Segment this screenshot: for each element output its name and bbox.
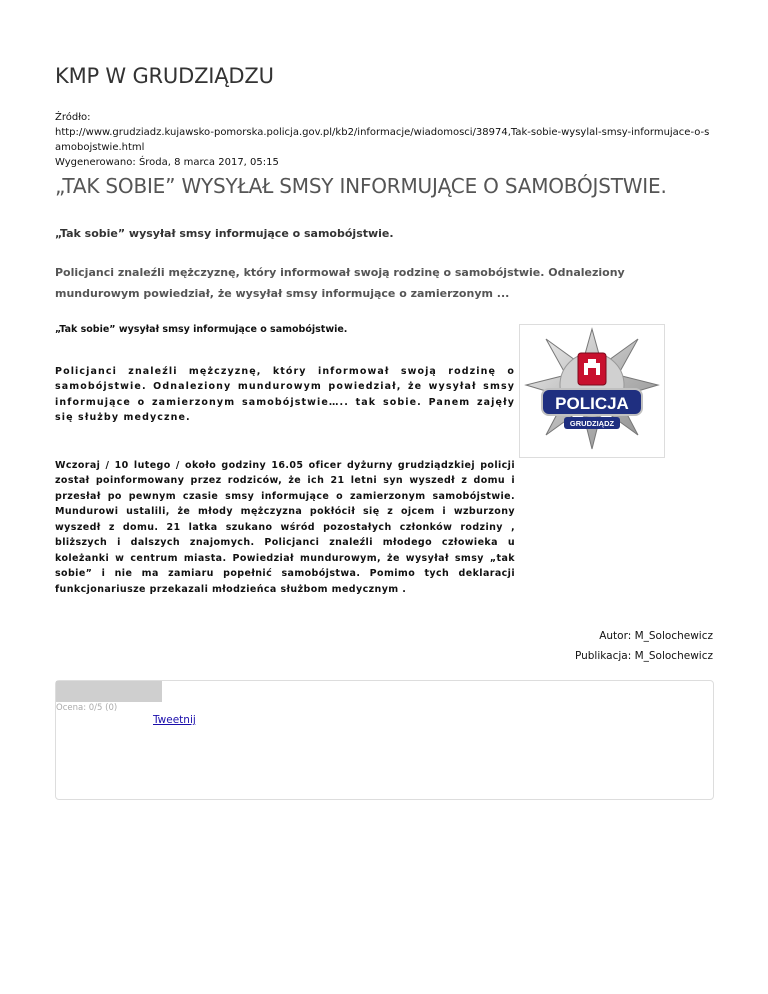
rating-panel bbox=[55, 680, 714, 800]
body-paragraph: Policjanci znaleźli mężczyznę, który informował swoją rodzinę o samobójstwie. Odnaleziony mundurowym powiedział, że wysyłał smsy informujące o zamierzonym samobójstwie….. tak sobie. Panem zajęły się służby medyczne. bbox=[55, 365, 515, 423]
generated-date: Wygenerowano: Środa, 8 marca 2017, 05:15 bbox=[55, 157, 279, 168]
document-meta bbox=[55, 110, 715, 170]
article-body bbox=[55, 322, 515, 597]
article-title: „TAK SOBIE” WYSYŁAŁ SMSY INFORMUJĄCE O SAMOBÓJSTWIE. bbox=[55, 174, 667, 198]
body-heading: „Tak sobie” wysyłał smsy informujące o samobójstwie. bbox=[55, 324, 348, 335]
tweet-link[interactable]: Tweetnij bbox=[153, 714, 196, 726]
article-subtitle: „Tak sobie” wysyłał smsy informujące o samobójstwie. bbox=[55, 227, 394, 240]
site-title: KMP W GRUDZIĄDZU bbox=[55, 64, 274, 88]
rating-text: Ocena: 0/5 (0) bbox=[56, 703, 118, 713]
body-paragraph: Wczoraj / 10 lutego / około godziny 16.05 oficer dyżurny grudziądzkiej policji został poinformowany przez rodziców, że ich 21 letni syn wyszedł z domu i przesłał po pewnym czasie smsy informujące o zamierzonym samobójstwie. Mundurowi ustalili, że młody mężczyzna pokłócił się z ojcem i wzburzony wyszedł z domu. 21 latka szukano wśród pozostałych członków rodziny , bliższych i dalszych znajomych. Policjanci znaleźli młodego człowieka u koleżanki w centrum miasta. Powiedział mundurowym, że wysyłał smsy „tak sobie” i nie ma zamiaru popełnić samobójstwa. Pomimo tych deklaracji funkcjonariusze przekazali młodzieńca służbom medycznym . bbox=[55, 459, 515, 595]
article-lead: Policjanci znaleźli mężczyznę, który informował swoją rodzinę o samobójstwie. Odnaleziony mundurowym powiedział, że wysyłał smsy informujące o zamierzonym ... bbox=[55, 266, 625, 300]
logo-sub-text: GRUDZIĄDZ bbox=[569, 419, 615, 428]
police-logo bbox=[519, 324, 665, 458]
logo-main-text: POLICJA bbox=[555, 394, 629, 413]
source-url: http://www.grudziadz.kujawsko-pomorska.policja.gov.pl/kb2/informacje/wiadomosci/38974,Tak-sobie-wysylal-smsy-informujace-o-samobojstwie.html bbox=[55, 127, 710, 153]
police-star-badge-icon bbox=[520, 325, 664, 457]
rating-bar[interactable] bbox=[56, 681, 162, 702]
source-label: Źródło: bbox=[55, 112, 91, 123]
author: Autor: M_Solochewicz bbox=[599, 630, 713, 642]
author-block bbox=[575, 626, 713, 666]
publication: Publikacja: M_Solochewicz bbox=[574, 650, 713, 662]
